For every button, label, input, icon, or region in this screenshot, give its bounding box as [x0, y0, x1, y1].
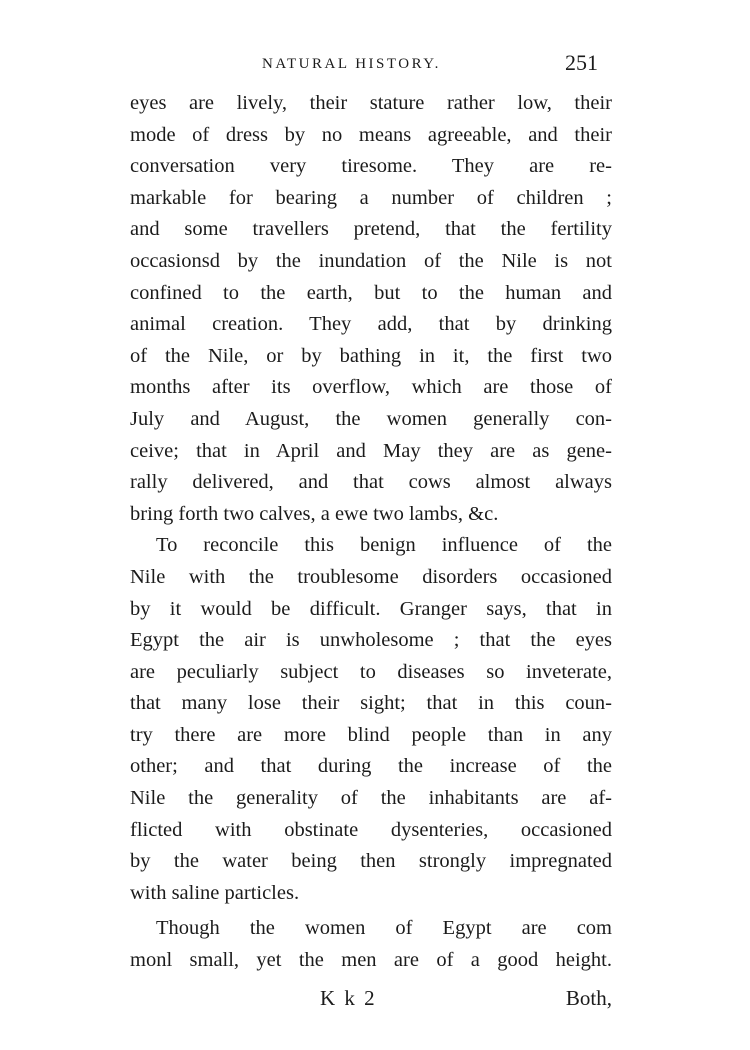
text-line: months after its overflow, which are those of [130, 376, 612, 399]
text-line: of the Nile, or by bathing in it, the first two [130, 344, 612, 367]
text-line: rally delivered, and that cows almost always [130, 471, 612, 494]
text-line: try there are more blind people than in any [130, 723, 612, 746]
text-line: animal creation. They add, that by drinking [130, 313, 612, 336]
text-line: eyes are lively, their stature rather low, their [130, 92, 612, 114]
text-line: Nile with the troublesome disorders occasioned [130, 565, 612, 588]
text-line: are peculiarly subject to diseases so inveterate, [130, 660, 612, 683]
text-line: that many lose their sight; that in this coun- [130, 692, 612, 715]
text-line: occasionsd by the inundation of the Nile is not [130, 249, 612, 272]
text-line: with saline particles. [130, 881, 300, 904]
text-line: by it would be difficult. Granger says, that in [130, 597, 612, 620]
signature-mark: K k 2 [320, 986, 377, 1010]
text-line: Egypt the air is unwholesome ; that the eyes [130, 629, 612, 652]
text-line: July and August, the women generally con- [130, 407, 612, 430]
paragraph [130, 530, 612, 909]
text-line: and some travellers pretend, that the fertility [130, 218, 612, 241]
running-head [130, 52, 610, 80]
text-line: markable for bearing a number of children ; [130, 186, 612, 209]
text-line: bring forth two calves, a ewe two lambs, &c. [130, 502, 499, 525]
text-line: by the water being then strongly impregnated [130, 850, 612, 873]
text-line: Nile the generality of the inhabitants are af- [130, 787, 612, 810]
text-line: Though the women of Egypt are com [156, 917, 612, 940]
text-line: conversation very tiresome. They are re- [130, 155, 612, 178]
paragraph [130, 913, 612, 976]
text-line: other; and that during the increase of the [130, 755, 612, 778]
text-line: confined to the earth, but to the human and [130, 281, 612, 304]
paragraph [130, 88, 612, 530]
text-line: To reconcile this benign influence of the [156, 534, 612, 557]
running-title: NATURAL HISTORY. [262, 56, 441, 72]
body-text [130, 88, 612, 977]
text-line: ceive; that in April and May they are as gene- [130, 439, 612, 462]
page-footer [130, 986, 612, 1018]
page-number: 251 [565, 50, 598, 75]
catchword: Both, [565, 986, 612, 1010]
text-line: monl small, yet the men are of a good height. [130, 949, 612, 972]
text-line: flicted with obstinate dysenteries, occasioned [130, 818, 612, 841]
text-line: mode of dress by no means agreeable, and their [130, 123, 612, 146]
